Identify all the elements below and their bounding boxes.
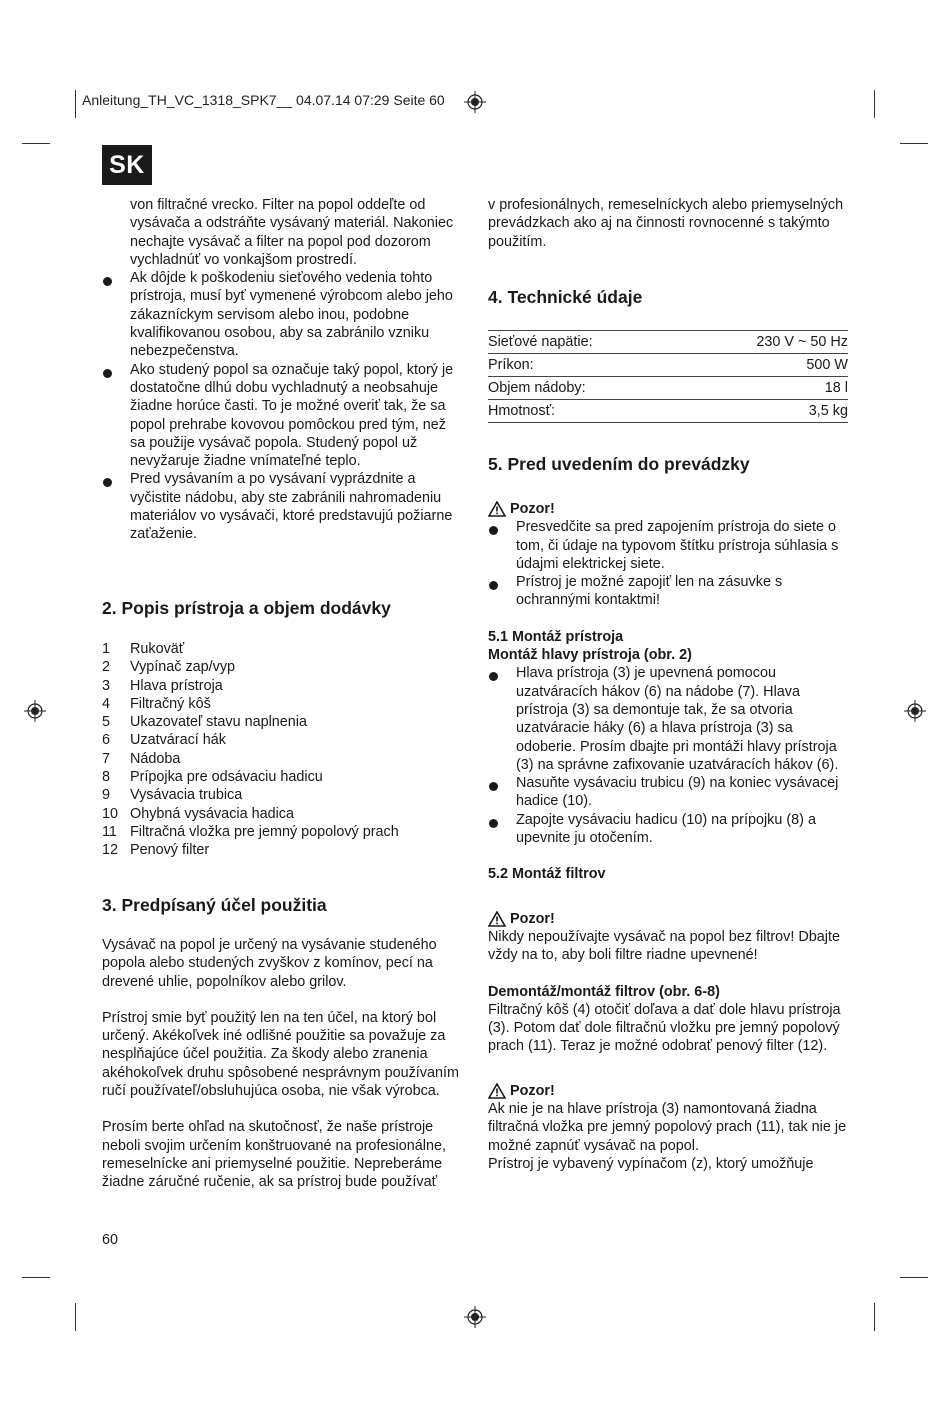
- section-2-title: 2. Popis prístroja a objem dodávky: [102, 598, 391, 618]
- list-item: 1 Rukoväť: [102, 641, 185, 657]
- language-badge: SK: [102, 145, 152, 185]
- subsection-5-2-title: 5.2 Montáž filtrov: [488, 866, 606, 883]
- bullet-icon: [489, 672, 498, 681]
- bullet-icon: [103, 478, 112, 487]
- crop-mark: [900, 143, 928, 144]
- subsection-subtitle: Demontáž/montáž filtrov (obr. 6-8): [488, 983, 720, 1000]
- paragraph: Prosím berte ohľad na skutočnosť, že naše prístroje neboli svojim určením konštruované na profesionálne, remeselnícke ani priemyselné použitie. Nepreberáme žiadne záručné ručenie, ak sa prístroj bude používať: [102, 1119, 446, 1191]
- crop-mark: [22, 143, 50, 144]
- list-item: 9 Vysávacia trubica: [102, 787, 243, 804]
- list-item: Presvedčite sa pred zapojením prístroja do siete o tom, či údaje na typovom štítku prístroja súhlasia s údajmi elektrickej siete.: [488, 518, 850, 573]
- section-4-title: 4. Technické údaje: [488, 287, 643, 307]
- subsection-5-1-subtitle: Montáž hlavy prístroja (obr. 2): [488, 647, 692, 664]
- caution-heading: Pozor!: [488, 910, 850, 928]
- subsection-5-1-title: 5.1 Montáž prístroja: [488, 628, 624, 645]
- table-row: Objem nádoby: 18 l: [488, 377, 848, 400]
- bullet-icon: [489, 819, 498, 828]
- paragraph: von filtračné vrecko. Filter na popol oddeľte od vysávača a odstráňte vysávaný materiál. Nakoniec nechajte vysávač a filter na popol pod dozorom vychladnúť vo vonkajšom prostredí.: [130, 197, 454, 268]
- warning-triangle-icon: [488, 1083, 506, 1099]
- page-number: 60: [102, 1232, 119, 1248]
- table-row: Príkon: 500 W: [488, 354, 848, 377]
- tech-data-table: [488, 330, 848, 423]
- list-item: 3 Hlava prístroja: [102, 677, 223, 694]
- section-3-continued: [488, 196, 850, 251]
- list-item: 6 Uzatvárací hák: [102, 732, 226, 749]
- caution-heading: Pozor!: [488, 1082, 850, 1100]
- paragraph: Vysávač na popol je určený na vysávanie studeného popola alebo studených zvyškov z komínov, pecí na drevené uhlie, popolníkov alebo grilov.: [102, 937, 437, 990]
- list-item: Pred vysávaním a po vysávaní vyprázdnite a vyčistite nádobu, aby ste zabránili nahromadeniu materiálov vo vysávači, ktoré predstavujú požiarne zaťaženie.: [102, 470, 462, 543]
- paragraph: v profesionálnych, remeselníckych alebo priemyselných prevádzkach ako aj na činnosti rovnocenné s takýmto použitím.: [488, 197, 844, 250]
- paragraph: Prístroj smie byť použitý len na ten účel, na ktorý bol určený. Akékoľvek iné odlišné použitie sa považuje za nesplňajúce účel použitia. Za škody alebo zranenia akéhokoľvek druhu spôsobené nesprávnym používaním ručí používateľ/obsluhujúca osoba, nie však výrobca.: [102, 1009, 459, 1100]
- list-item: Ak dôjde k poškodeniu sieťového vedenia tohto prístroja, musí byť vymenené výrobcom alebo jeho zákazníckym servisom alebo inou, podobne kvalifikovanou osobou, aby sa zabránilo vzniku nebezpečenstva.: [102, 269, 462, 360]
- crop-mark: [75, 1303, 76, 1331]
- section-3-title: 3. Predpísaný účel použitia: [102, 895, 327, 915]
- crop-mark: [22, 1277, 50, 1278]
- bullet-icon: [489, 782, 498, 791]
- bullet-icon: [489, 526, 498, 535]
- left-column-top: [102, 196, 462, 544]
- table-row: Sieťové napätie: 230 V ~ 50 Hz: [488, 330, 848, 354]
- list-item: Ako studený popol sa označuje taký popol, ktorý je dostatočne dlhú dobu vychladnutý a neobsahuje žiadne horúce časti. To je možné overiť tak, že sa popol prehrabe kovovou pomôckou pred tým, než sa použije vysávač popola. Studený popol už nevyžaruje žiadne vnímateľné teplo.: [102, 361, 462, 471]
- list-item: 4 Filtračný kôš: [102, 695, 211, 712]
- section-5-body: [488, 500, 850, 1173]
- list-item: 7 Nádoba: [102, 750, 181, 767]
- registration-mark-icon: [24, 700, 46, 722]
- table-row: Hmotnosť: 3,5 kg: [488, 400, 848, 423]
- list-item: Prístroj je možné zapojiť len na zásuvke s ochrannými kontaktmi!: [488, 573, 850, 610]
- bullet-icon: [103, 277, 112, 286]
- warning-triangle-icon: [488, 501, 506, 517]
- list-item: 12 Penový filter: [102, 842, 210, 859]
- bullet-icon: [489, 581, 498, 590]
- crop-mark: [75, 90, 76, 118]
- list-item: 10 Ohybná vysávacia hadica: [102, 805, 294, 822]
- list-item: 5 Ukazovateľ stavu naplnenia: [102, 714, 307, 731]
- warning-triangle-icon: [488, 911, 506, 927]
- bullet-icon: [103, 369, 112, 378]
- crop-mark: [900, 1277, 928, 1278]
- registration-mark-icon: [464, 1306, 486, 1328]
- print-header: Anleitung_TH_VC_1318_SPK7__ 04.07.14 07:29 Seite 60: [82, 92, 445, 108]
- list-item: Nasuňte vysávaciu trubicu (9) na koniec vysávacej hadice (10).: [488, 774, 850, 811]
- paragraph: Filtračný kôš (4) otočiť doľava a dať dole hlavu prístroja (3). Potom dať dole filtračnú vložku pre jemný popolový prach (11). Teraz je možné odobrať penový filter (12).: [488, 1001, 841, 1055]
- registration-mark-icon: [464, 91, 486, 113]
- paragraph: Nikdy nepoužívajte vysávač na popol bez filtrov! Dbajte vždy na to, aby boli filtre riadne upevnené!: [488, 928, 840, 964]
- section-3-body: [102, 936, 464, 1192]
- caution-heading: Pozor!: [488, 500, 850, 518]
- crop-mark: [874, 90, 875, 118]
- list-item: 2 Vypínač zap/vyp: [102, 659, 236, 676]
- paragraph: Ak nie je na hlave prístroja (3) namontovaná žiadna filtračná vložka pre jemný popolový prach (11), tak nie je možné zapnúť vysávač na popol.: [488, 1101, 847, 1154]
- list-item: Zapojte vysávaciu hadicu (10) na prípojku (8) a upevnite ju otočením.: [488, 811, 850, 848]
- parts-list: [102, 640, 399, 860]
- list-item: 8 Prípojka pre odsávaciu hadicu: [102, 769, 323, 786]
- section-5-title: 5. Pred uvedením do prevádzky: [488, 454, 750, 474]
- paragraph: Prístroj je vybavený vypínačom (z), ktorý umožňuje: [488, 1155, 814, 1172]
- crop-mark: [874, 1303, 875, 1331]
- list-item: Hlava prístroja (3) je upevnená pomocou uzatváracích hákov (6) na nádobe (7). Hlava prístroja (3) sa demontuje tak, že sa otvoria uzatváracie háky (6) a hlava prístroja (3) sa odoberie. Prosím dbajte pri montáži hlavy prístroja (3) na správne zafixovanie uzatváracích hákov (6).: [488, 664, 850, 774]
- list-item: 11 Filtračná vložka pre jemný popolový prach: [102, 823, 399, 840]
- registration-mark-icon: [904, 700, 926, 722]
